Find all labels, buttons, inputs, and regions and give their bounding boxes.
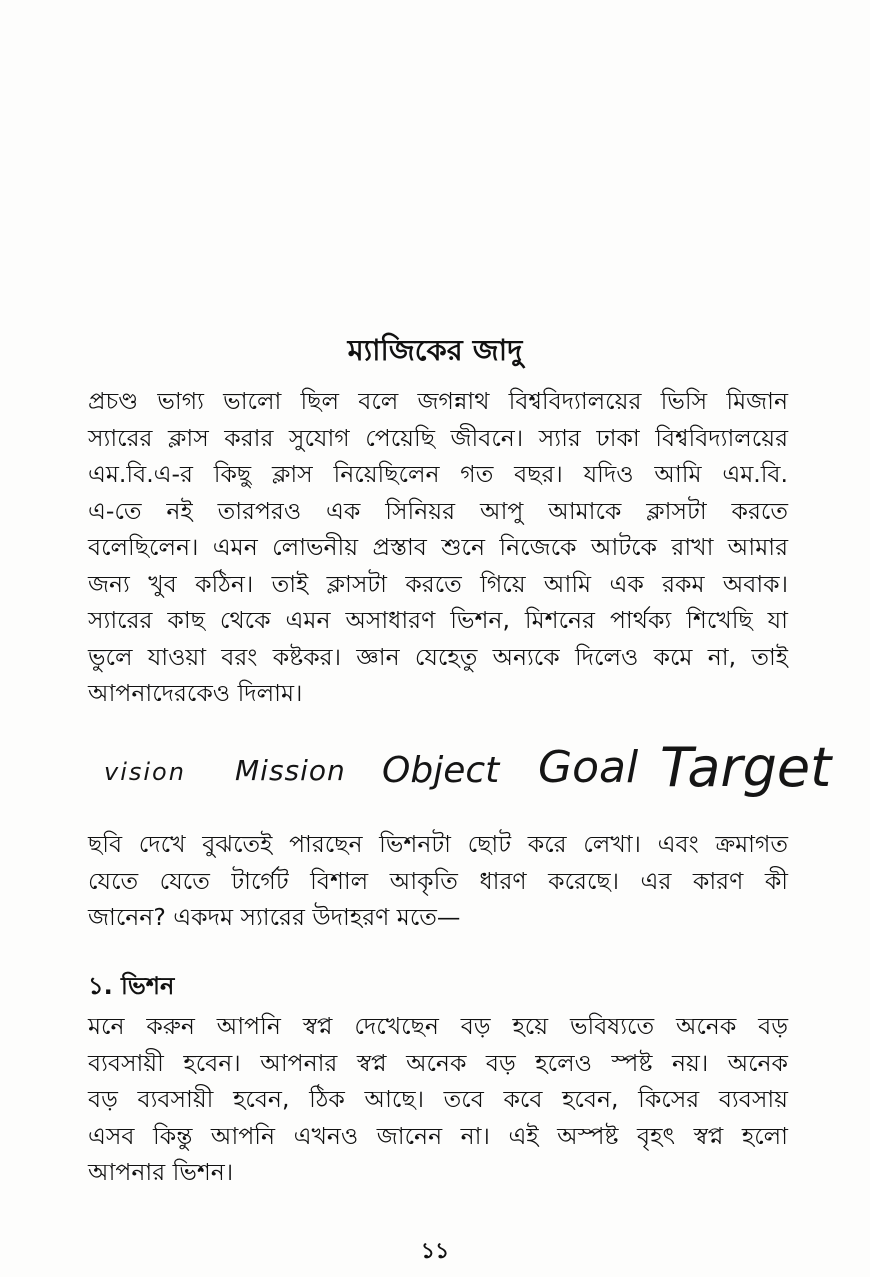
text-line: বড় ব্যবসায়ী হবেন, ঠিক আছে। তবে কবে হবেন, কিসের ব্যবসায় <box>88 1085 788 1113</box>
handwritten-word-target: Target <box>660 736 832 799</box>
text-line: স্যারের ক্লাস করার সুযোগ পেয়েছি জীবনে। স্যার ঢাকা বিশ্ববিদ্যালয়ের <box>88 423 788 452</box>
handwritten-word-goal: Goal <box>538 742 639 793</box>
section-heading-vision: ১. ভিশন <box>88 972 175 1000</box>
intro-paragraph <box>88 383 788 712</box>
text-line: এসব কিন্তু আপনি এখনও জানেন না। এই অস্পষ্ট বৃহৎ স্বপ্ন হলো <box>88 1121 788 1150</box>
explanation-paragraph <box>88 826 788 936</box>
text-line: আপনার ভিশন। <box>88 1158 234 1186</box>
text-line: মনে করুন আপনি স্বপ্ন দেখেছেন বড় হয়ে ভবিষ্যতে অনেক বড় <box>88 1012 788 1040</box>
text-line: এম.বি.এ-র কিছু ক্লাস নিয়েছিলেন গত বছর। যদিও আমি এম.বি. <box>88 460 788 488</box>
text-line: বলেছিলেন। এমন লোভনীয় প্রস্তাব শুনে নিজেকে আটকে রাখা আমার <box>88 533 788 561</box>
text-line: স্যারের কাছ থেকে এমন অসাধারণ ভিশন, মিশনের পার্থক্য শিখেছি যা <box>88 606 788 634</box>
text-line: আপনাদেরকেও দিলাম। <box>88 679 303 707</box>
page-number: ১১ <box>420 1239 450 1264</box>
text-line: প্রচণ্ড ভাগ্য ভালো ছিল বলে জগন্নাথ বিশ্ববিদ্যালয়ের ভিসি মিজান <box>88 387 788 415</box>
vision-paragraph <box>88 1008 788 1191</box>
handwritten-words-illustration <box>100 722 832 812</box>
text-line: জন্য খুব কঠিন। তাই ক্লাসটা করতে গিয়ে আমি এক রকম অবাক। <box>88 569 788 598</box>
chapter-title: ম্যাজিকের জাদু <box>347 333 523 367</box>
handwritten-word-mission: Mission <box>235 754 346 787</box>
text-line: ছবি দেখে বুঝতেই পারছেন ভিশনটা ছোট করে লেখা। এবং ক্রমাগত <box>88 830 788 858</box>
text-line: এ-তে নই তারপরও এক সিনিয়র আপু আমাকে ক্লাসটা করতে <box>88 496 788 525</box>
text-line: জানেন? একদম স্যারের উদাহরণ মতে— <box>88 903 461 931</box>
text-line: ভুলে যাওয়া বরং কষ্টকর। জ্ঞান যেহেতু অন্যকে দিলেও কমে না, তাই <box>88 642 788 671</box>
handwritten-word-vision: vision <box>104 758 186 786</box>
text-line: ব্যবসায়ী হবেন। আপনার স্বপ্ন অনেক বড় হলেও স্পষ্ট নয়। অনেক <box>88 1048 788 1077</box>
handwritten-word-object: Object <box>382 750 500 791</box>
text-line: যেতে যেতে টার্গেট বিশাল আকৃতি ধারণ করেছে। এর কারণ কী <box>88 866 788 895</box>
